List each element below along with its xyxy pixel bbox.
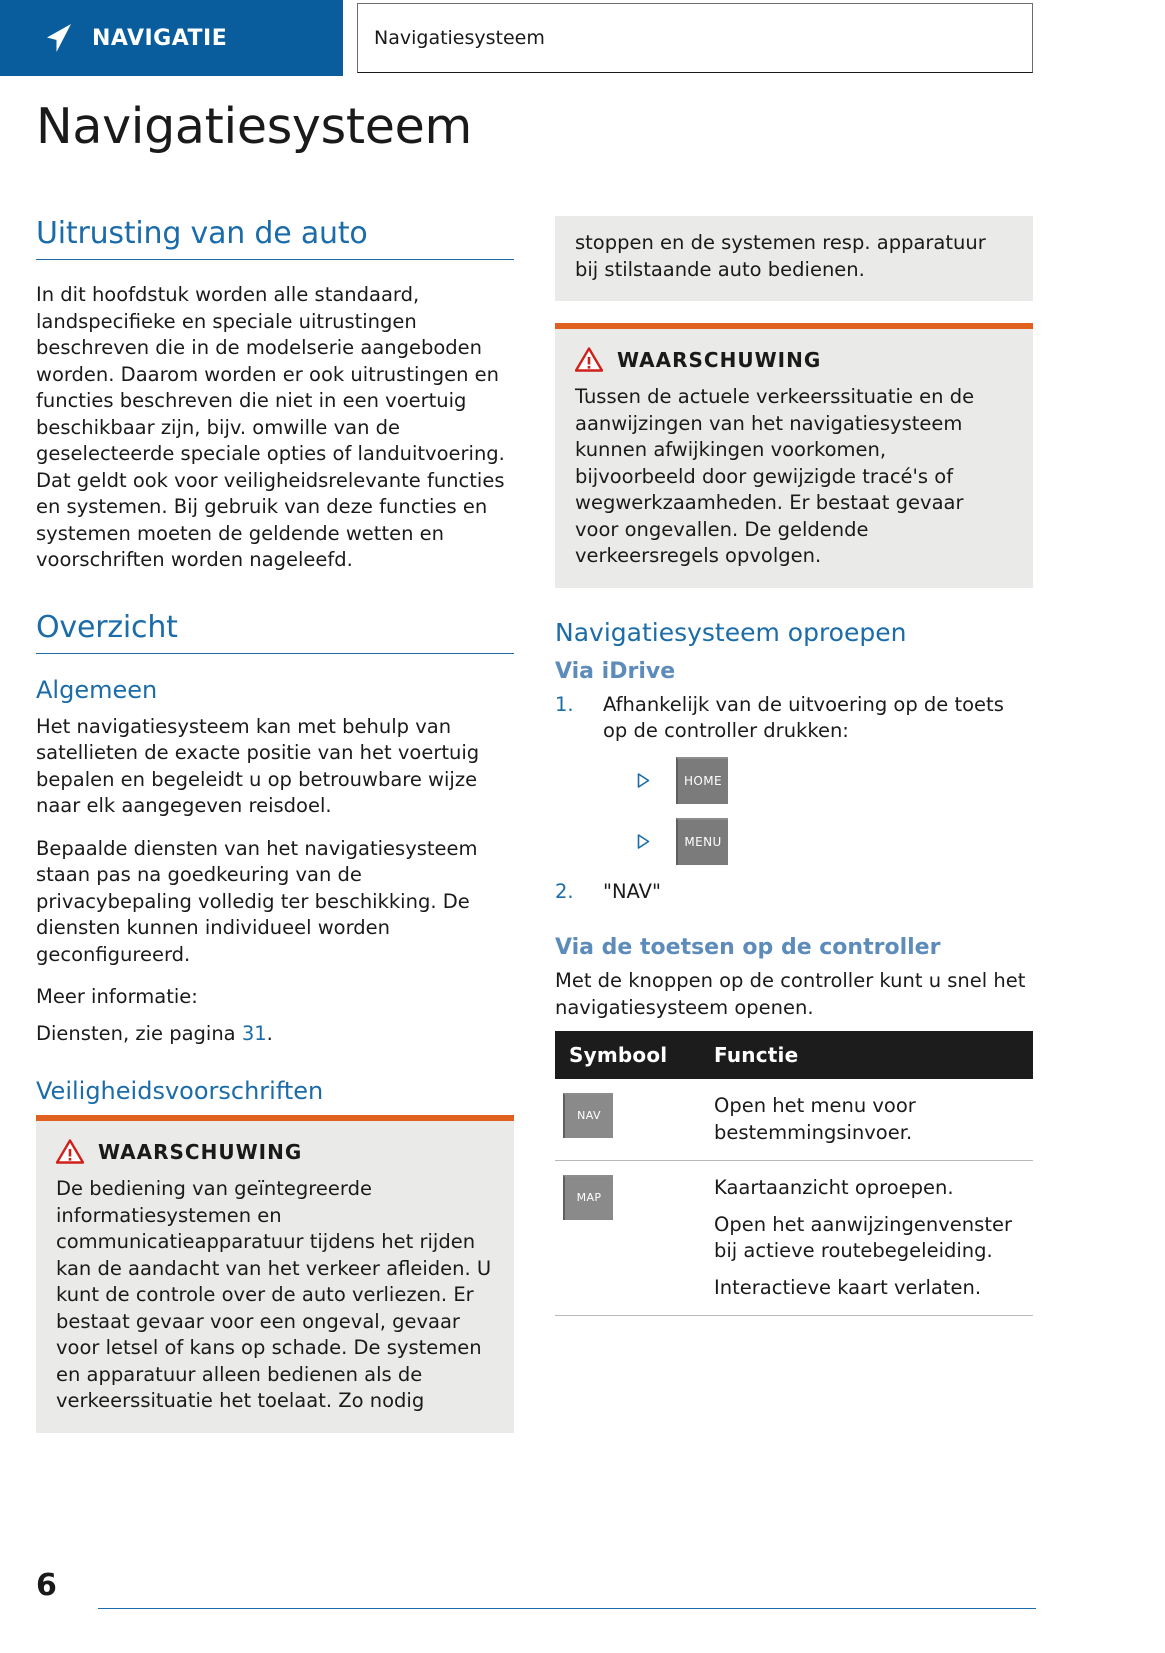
triangle-right-icon <box>637 773 650 788</box>
page-footer <box>36 1565 1036 1609</box>
step-number-2: 2. <box>555 879 574 903</box>
chapter-tab-label: NAVIGATIE <box>92 25 228 51</box>
table-body <box>555 1079 1033 1316</box>
warning-title: WAARSCHUWING <box>98 1139 303 1164</box>
warning-box-right <box>555 323 1033 588</box>
table-header-symbool: Symbool <box>555 1031 700 1079</box>
footer-rule <box>98 1608 1036 1609</box>
hardware-key-home[interactable]: HOME <box>676 757 728 804</box>
section-rule <box>36 259 514 260</box>
page-number: 6 <box>36 1568 57 1603</box>
warning-triangle-icon <box>575 347 603 372</box>
step-item-2 <box>555 879 1033 906</box>
key-bullet-home <box>603 757 1033 804</box>
warning-box-continued <box>555 216 1033 301</box>
section-heading-overzicht: Overzicht <box>36 609 178 645</box>
page-title: Navigatiesysteem <box>36 98 472 155</box>
subsection-heading-algemeen: Algemeen <box>36 675 158 704</box>
breadcrumb-label: Navigatiesysteem <box>374 27 545 49</box>
step-item-1 <box>555 692 1033 865</box>
chapter-tab-navigatie[interactable] <box>0 0 343 76</box>
right-column <box>555 216 1033 1316</box>
left-column <box>36 216 514 1455</box>
paragraph-meer-informatie: Meer informatie: <box>36 985 198 1009</box>
warning-text-left: De bediening van geïntegreerde informatiesystemen en communicatieapparatuur tijdens het rijden kan de aandacht van het verkeer afleiden. U kunt de controle over de auto verliezen. Er bestaat gevaar voor een ongeval, gevaar voor letsel of kans op schade. De systemen en apparatuur alleen bedienen als de verkeerssituatie het toelaat. Zo nodig <box>56 1177 492 1413</box>
hardware-key-nav[interactable]: NAV <box>563 1093 613 1138</box>
section-heading-navigatiesysteem-oproepen: Navigatiesysteem oproepen <box>555 617 907 647</box>
warning-header-right <box>575 347 1013 372</box>
subsection-heading-veiligheidsvoorschriften: Veiligheidsvoorschriften <box>36 1077 324 1106</box>
key-bullets <box>603 757 1033 865</box>
step-text-2: "NAV" <box>603 879 661 903</box>
warning-box-left <box>36 1115 514 1433</box>
page-header <box>0 0 1165 76</box>
table-header-row <box>555 1031 1033 1079</box>
section-rule-overzicht <box>36 653 514 654</box>
function-text: Open het aanwijzingenvenster bij actieve routebegeleiding. <box>714 1212 1012 1263</box>
table-cell-symbol-nav <box>555 1079 700 1161</box>
function-text: Open het menu voor bestemmingsinvoer. <box>714 1094 916 1144</box>
warning-header <box>56 1139 494 1164</box>
table-header-functie: Functie <box>700 1031 1033 1079</box>
subsection-heading-via-toetsen: Via de toetsen op de controller <box>555 935 941 961</box>
paragraph-diensten-reference <box>36 1021 514 1048</box>
paragraph-uitrusting: In dit hoofdstuk worden alle standaard, landspecifieke en speciale uitrustingen beschreven die in de modelserie aangeboden worden. Daarom worden er ook uitrustingen en functies beschreven die niet in een voertuig beschikbaar zijn, bijv. omwille van de geselecteerde speciale opties of landuitvoering. Dat geldt ook voor veiligheidsrelevante functies en systemen. Bij gebruik van deze functies en systemen moeten de geldende wetten en voorschriften worden nageleefd. <box>36 283 505 572</box>
hardware-key-menu[interactable]: MENU <box>676 818 728 865</box>
breadcrumb <box>357 3 1033 73</box>
warning-text-continued: stoppen en de systemen resp. apparatuur bij stilstaande auto bedienen. <box>575 231 986 281</box>
table-cell-symbol-map <box>555 1161 700 1316</box>
paragraph-algemeen-1: Het navigatiesysteem kan met behulp van satellieten de exacte positie van het voertuig bepalen en begeleidt u op betrouwbare wijze naar elk aangegeven reisdoel. <box>36 714 480 818</box>
warning-text-right: Tussen de actuele verkeerssituatie en de aanwijzingen van het navigatiesysteem kunnen afwijkingen voorkomen, bijvoorbeeld door gewijzigde tracé's of wegwerkzaamheden. Er bestaat gevaar voor ongevallen. De geldende verkeersregels opvolgen. <box>575 385 975 568</box>
table-row <box>555 1079 1033 1161</box>
table-cell-function-nav <box>700 1079 1033 1161</box>
paragraph-via-toetsen: Met de knoppen op de controller kunt u snel het navigatiesysteem openen. <box>555 969 1026 1019</box>
reference-suffix: . <box>266 1021 273 1045</box>
steps-list <box>555 692 1033 906</box>
table-head <box>555 1031 1033 1079</box>
section-heading-uitrusting: Uitrusting van de auto <box>36 216 368 251</box>
table-cell-function-map <box>700 1161 1033 1316</box>
symbol-function-table <box>555 1031 1033 1316</box>
warning-triangle-icon <box>56 1139 84 1164</box>
function-text: Interactieve kaart verlaten. <box>714 1275 982 1299</box>
reference-prefix: Diensten, zie pagina <box>36 1021 242 1045</box>
step-number-1: 1. <box>555 692 574 716</box>
function-text: Kaartaanzicht oproepen. <box>714 1176 954 1200</box>
step-text-1: Afhankelijk van de uitvoering op de toets op de controller drukken: <box>603 692 1004 743</box>
page-reference-link[interactable]: 31 <box>241 1021 267 1045</box>
navigation-arrow-icon <box>44 22 74 54</box>
paragraph-algemeen-2: Bepaalde diensten van het navigatiesysteem staan pas na goedkeuring van de privacybepaling volledig ter beschikking. De diensten kunnen individueel worden geconfigureerd. <box>36 836 478 966</box>
triangle-right-icon <box>637 834 650 849</box>
table-row <box>555 1161 1033 1316</box>
hardware-key-map[interactable]: MAP <box>563 1175 613 1220</box>
subsection-heading-via-idrive: Via iDrive <box>555 658 676 684</box>
warning-title-right: WAARSCHUWING <box>617 347 822 372</box>
key-bullet-menu <box>603 818 1033 865</box>
